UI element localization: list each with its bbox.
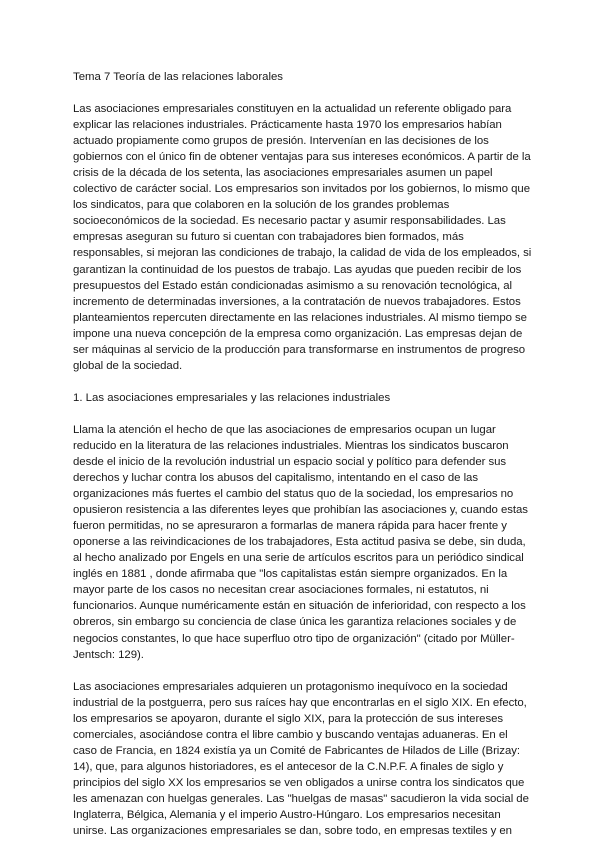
body-paragraph-1: Llama la atención el hecho de que las asociaciones de empresarios ocupan un lugar reducido en la literatura de las relaciones industriales. Mientras los sindicatos buscaron desde el inicio de la revolución industrial un espacio social y político para defender sus derechos y luchar contra los abusos del capitalismo, intentando en el caso de las organizaciones más fuertes el cambio del status quo de la sociedad, los empresarios no opusieron resistencia a las diferentes leyes que prohibían las asociaciones y, cuando estas fueron permitidas, no se apresuraron a formarlas de manera rápida para hacer frente y oponerse a las reivindicaciones de los trabajadores, Esta actitud pasiva se debe, sin duda, al hecho analizado por Engels en una serie de artículos escritos para un periódico sindical inglés en 1881 , donde afirmaba que "los capitalistas están siempre organizados. En la mayor parte de los casos no necesitan crear asociaciones formales, ni estatutos, ni funcionarios. Aunque numéricamente están en situación de inferioridad, con respecto a los obreros, sin embargo su conciencia de clase única les garantiza relaciones sociales y de negocios constantes, lo que hace superfluo otro tipo de organización" (citado por Müller-Jentsch: 129). xyxy=(73,423,528,661)
body-paragraph-2: Las asociaciones empresariales adquieren un protagonismo inequívoco en la sociedad industrial de la postguerra, pero sus raíces hay que encontrarlas en el siglo XIX. En efecto, los empresarios se apoyaron, durante el siglo XIX, para la protección de sus intereses comerciales, asociándose contra el libre cambio y buscando ventajas aduaneras. En el caso de Francia, en 1824 existía ya un Comité de Fabricantes de Hilados de Lille (Brizay: 14), que, para algunos historiadores, es el antecesor de la C.N.P.F. A finales de siglo y principios del siglo XX los empresarios se ven obligados a unirse contra los sindicatos que les amenazan con huelgas generales. Las "huelgas de masas" sacudieron la vida social de Inglaterra, Bélgica, Alemania y el imperio Austro-Húngaro. Los empresarios necesitan unirse. Las organizaciones empresariales se dan, sobre todo, en empresas textiles y en xyxy=(73,680,529,838)
section-heading: 1. Las asociaciones empresariales y las relaciones industriales xyxy=(73,391,391,404)
document-body xyxy=(73,69,533,855)
document-title: Tema 7 Teoría de las relaciones laborales xyxy=(73,71,284,83)
intro-paragraph: Las asociaciones empresariales constituyen en la actualidad un referente obligado para explicar las relaciones industriales. Prácticamente hasta 1970 los empresarios habían actuado propiamente como grupos de presión. Intervenían en las decisiones de los gobiernos con el único fin de obtener ventajas para sus intereses económicos. A partir de la crisis de la década de los setenta, las asociaciones empresariales asumen un papel colectivo de carácter social. Los empresarios son invitados por los gobiernos, lo mismo que los sindicatos, para que colaboren en la solución de los grandes problemas socioeconómicos de la sociedad. Es necesario pactar y asumir responsabilidades. Las empresas aseguran su futuro si cuentan con trabajadores bien formados, más responsables, si mejoran las condiciones de trabajo, la calidad de vida de los empleados, si garantizan la continuidad de los puestos de trabajo. Las ayudas que pueden recibir de los presupuestos del Estado están condicionadas asimismo a su renovación tecnológica, al incremento de determinadas inversiones, a la contratación de nuevos trabajadores. Estos planteamientos repercuten directamente en las relaciones industriales. Al mismo tiempo se impone una nueva concepción de la empresa como organización. Las empresas dejan de ser máquinas al servicio de la producción para transformarse en instrumentos de progreso global de la sociedad. xyxy=(73,103,532,372)
